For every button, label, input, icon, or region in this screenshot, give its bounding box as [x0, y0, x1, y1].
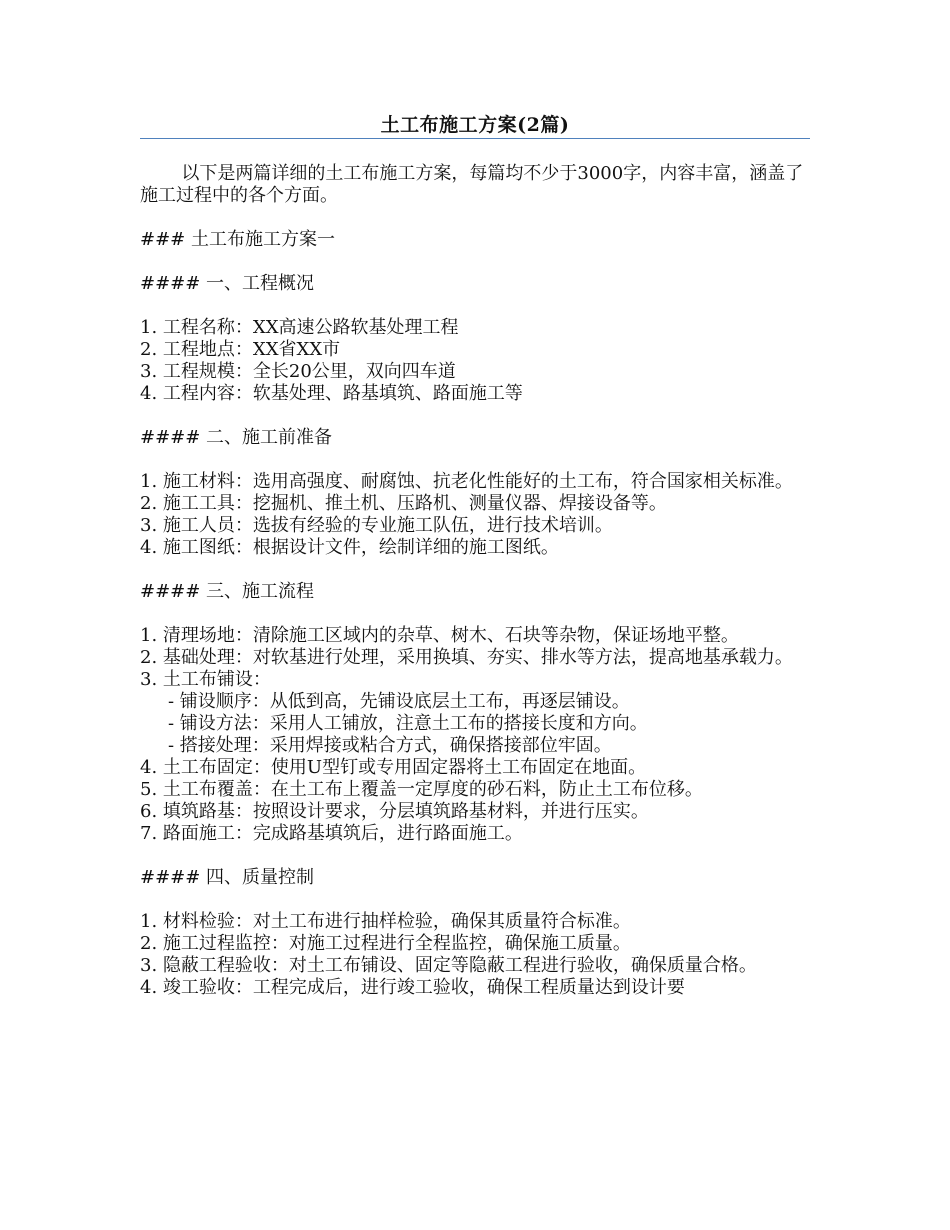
- sub-list-item: - 搭接处理：采用焊接或粘合方式，确保搭接部位牢固。: [168, 735, 612, 756]
- section-heading: #### 一、工程概况: [140, 273, 315, 294]
- spacer: [140, 207, 808, 229]
- spacer: [140, 889, 808, 911]
- spacer: [140, 405, 808, 427]
- list-item: 2. 基础处理：对软基进行处理，采用换填、夯实、排水等方法，提高地基承载力。: [140, 647, 793, 668]
- intro-paragraph: 以下是两篇详细的土工布施工方案，每篇均不少于3000字，内容丰富，涵盖了施工过程中的各个方面。: [140, 163, 804, 206]
- list-item: 4. 施工图纸：根据设计文件，绘制详细的施工图纸。: [140, 537, 559, 558]
- list-item: 4. 工程内容：软基处理、路基填筑、路面施工等: [140, 383, 523, 404]
- list-item: 5. 土工布覆盖：在土工布上覆盖一定厚度的砂石料，防止土工布位移。: [140, 779, 703, 800]
- section-heading: #### 四、质量控制: [140, 867, 315, 888]
- list-item: 3. 隐蔽工程验收：对土工布铺设、固定等隐蔽工程进行验收，确保质量合格。: [140, 955, 757, 976]
- list-item: 1. 工程名称：XX高速公路软基处理工程: [140, 317, 459, 338]
- part-heading: ### 土工布施工方案一: [140, 229, 335, 250]
- spacer: [140, 449, 808, 471]
- spacer: [140, 559, 808, 581]
- list-item: 2. 工程地点：XX省XX市: [140, 339, 341, 360]
- list-item: 3. 土工布铺设：: [140, 669, 271, 690]
- spacer: [140, 845, 808, 867]
- list-item: 1. 清理场地：清除施工区域内的杂草、树木、石块等杂物，保证场地平整。: [140, 625, 739, 646]
- spacer: [140, 295, 808, 317]
- list-item: 4. 土工布固定：使用U型钉或专用固定器将土工布固定在地面。: [140, 757, 647, 778]
- list-item: 4. 竣工验收：工程完成后，进行竣工验收，确保工程质量达到设计要: [140, 977, 685, 998]
- title-underline: [140, 138, 810, 139]
- section-heading: #### 二、施工前准备: [140, 427, 333, 448]
- list-item: 1. 施工材料：选用高强度、耐腐蚀、抗老化性能好的土工布，符合国家相关标准。: [140, 471, 793, 492]
- sub-list-item: - 铺设顺序：从低到高，先铺设底层土工布，再逐层铺设。: [168, 691, 630, 712]
- list-item: 7. 路面施工：完成路基填筑后，进行路面施工。: [140, 823, 523, 844]
- spacer: [140, 251, 808, 273]
- list-item: 1. 材料检验：对土工布进行抽样检验，确保其质量符合标准。: [140, 911, 631, 932]
- list-item: 2. 施工过程监控：对施工过程进行全程监控，确保施工质量。: [140, 933, 631, 954]
- section-heading: #### 三、施工流程: [140, 581, 315, 602]
- sub-list-item: - 铺设方法：采用人工铺放，注意土工布的搭接长度和方向。: [168, 713, 648, 734]
- spacer: [140, 603, 808, 625]
- list-item: 3. 施工人员：选拔有经验的专业施工队伍，进行技术培训。: [140, 515, 613, 536]
- list-item: 2. 施工工具：挖掘机、推土机、压路机、测量仪器、焊接设备等。: [140, 493, 667, 514]
- list-item: 6. 填筑路基：按照设计要求，分层填筑路基材料，并进行压实。: [140, 801, 649, 822]
- document-title: 土工布施工方案(2篇): [380, 114, 570, 136]
- document-body: [140, 163, 808, 999]
- list-item: 3. 工程规模：全长20公里，双向四车道: [140, 361, 456, 382]
